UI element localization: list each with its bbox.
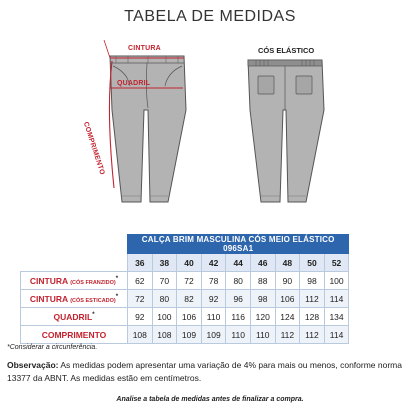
table-cell: 108 xyxy=(128,326,153,344)
table-cell: 62 xyxy=(128,272,153,290)
size-header-row xyxy=(21,254,349,272)
size-header: 38 xyxy=(152,254,177,272)
hip-label: QUADRIL xyxy=(117,80,151,87)
size-header: 40 xyxy=(177,254,202,272)
observation-note xyxy=(7,359,417,384)
table-cell: 90 xyxy=(275,272,300,290)
elastic-waist-label: CÓS ELÁSTICO xyxy=(258,46,315,55)
table-cell: 106 xyxy=(275,290,300,308)
table-cell: 112 xyxy=(300,290,325,308)
table-cell: 124 xyxy=(275,308,300,326)
table-cell: 98 xyxy=(250,290,275,308)
size-header: 44 xyxy=(226,254,251,272)
table-cell: 88 xyxy=(250,272,275,290)
table-row xyxy=(21,272,349,290)
size-header: 36 xyxy=(128,254,153,272)
table-cell: 108 xyxy=(152,326,177,344)
table-cell: 80 xyxy=(152,290,177,308)
table-cell: 92 xyxy=(201,290,226,308)
row-label: CINTURA (CÓS FRANZIDO)* xyxy=(21,272,128,290)
table-cell: 112 xyxy=(275,326,300,344)
table-cell: 110 xyxy=(226,326,251,344)
circumference-note: *Considerar a circunferência. xyxy=(7,344,98,351)
table-cell: 116 xyxy=(226,308,251,326)
size-header: 52 xyxy=(324,254,349,272)
table-cell: 82 xyxy=(177,290,202,308)
footer-note: Analise a tabela de medidas antes de finalizar a compra. xyxy=(116,396,304,403)
table-cell: 100 xyxy=(152,308,177,326)
observation-label: Observação: xyxy=(7,360,59,370)
table-cell: 80 xyxy=(226,272,251,290)
size-header: 42 xyxy=(201,254,226,272)
table-cell: 98 xyxy=(300,272,325,290)
size-header: 48 xyxy=(275,254,300,272)
table-cell: 78 xyxy=(201,272,226,290)
table-cell: 92 xyxy=(128,308,153,326)
table-cell: 120 xyxy=(250,308,275,326)
table-cell: 72 xyxy=(177,272,202,290)
size-header: 50 xyxy=(300,254,325,272)
table-cell: 128 xyxy=(300,308,325,326)
table-cell: 114 xyxy=(324,290,349,308)
table-cell: 134 xyxy=(324,308,349,326)
table-cell: 110 xyxy=(250,326,275,344)
table-cell: 72 xyxy=(128,290,153,308)
table-row xyxy=(21,290,349,308)
table-row xyxy=(21,326,349,344)
table-cell: 100 xyxy=(324,272,349,290)
observation-text: As medidas podem apresentar uma variação de 4% para mais ou menos, conforme norma 13377 da ABNT. As medidas estão em centímetros. xyxy=(7,360,402,383)
page-title: TABELA DE MEDIDAS xyxy=(124,8,296,25)
size-table xyxy=(20,234,349,344)
table-cell: 70 xyxy=(152,272,177,290)
product-name: CALÇA BRIM MASCULINA CÓS MEIO ELÁSTICO 096SA1 xyxy=(128,235,349,254)
table-cell: 112 xyxy=(300,326,325,344)
waist-label: CINTURA xyxy=(128,45,161,52)
row-label: COMPRIMENTO xyxy=(21,326,128,344)
table-row xyxy=(21,308,349,326)
table-cell: 114 xyxy=(324,326,349,344)
table-cell: 106 xyxy=(177,308,202,326)
table-cell: 109 xyxy=(201,326,226,344)
pants-front-drawing xyxy=(110,56,186,202)
table-cell: 96 xyxy=(226,290,251,308)
length-label: COMPRIMENTO xyxy=(81,121,106,176)
table-cell: 110 xyxy=(201,308,226,326)
table-cell: 109 xyxy=(177,326,202,344)
pants-back-drawing xyxy=(248,60,324,202)
size-header: 46 xyxy=(250,254,275,272)
row-label: QUADRIL* xyxy=(21,308,128,326)
row-label: CINTURA (CÓS ESTICADO)* xyxy=(21,290,128,308)
